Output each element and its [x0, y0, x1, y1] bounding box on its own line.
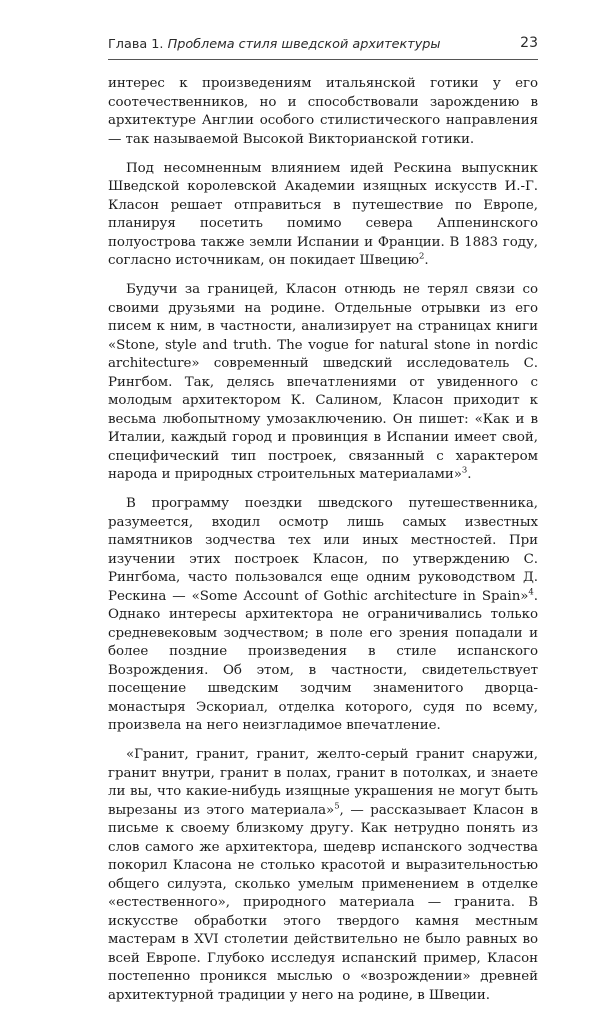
footnote-marker: 3 [461, 465, 468, 476]
paragraph-p5 [108, 746, 538, 1005]
page-number: 23 [520, 35, 538, 51]
footnote-marker: 4 [528, 587, 534, 598]
paragraph-text: «Гранит, гранит, гранит, желто-серый гранит снаружи, гранит внутри, гранит в полах, гранит в потолках, и знаете ли вы, что какие-нибудь изящные украшения не могут быть вырезаны из этого материала» [108, 747, 538, 818]
paragraph-p2 [108, 160, 538, 271]
footnote-marker: 5 [334, 801, 340, 812]
paragraph-text: Под несомненным влиянием идей Рескина выпускник Шведской королевской Академии изящных искусств И.-Г. Класон решает отправиться в путешествие по Европе, планируя посетить помимо севера Аппенинского полуострова также земли Испании и Франции. В 1883 году, согласно источникам, он покидает Швецию [108, 160, 538, 268]
paragraph-text: интерес к произведениям итальянской готики у его соотечественников, но и способствовали зарождению в архитектуре Англии особого стилистического направления — так называемой Высокой Викторианской готики. [108, 76, 538, 147]
paragraph-text: Будучи за границей, Класон отнюдь не терял связи со своими друзьями на родине. Отдельные отрывки из его писем к ним, в частности, анализирует на страницах книги «Stone, style and truth. The vogue for natural stone in nordic architecture» современный шведский исследователь С. Рингбом. Так, делясь впечатлениями от увиденного с молодым архитектором К. Салином, Класон приходит к весьма любопытному умозаключению. Он пишет: «Как и в Италии, каждый город и провинция в Испании имеет свой, специфический тип построек, связанный с характером народа и природных строительных материалами» [108, 282, 538, 482]
chapter-label: Глава 1. [108, 37, 164, 52]
running-header [108, 33, 538, 59]
paragraph-text: В программу поездки шведского путешественника, разумеется, входил осмотр лишь самых известных памятников зодчества тех или иных местностей. При изучении этих построек Класон, по утверждению С. Рингбома, часто пользовался еще одним руководством Д. Рескина — «Some Account of Gothic architecture in Spain» [108, 496, 538, 604]
paragraph-text: , — рассказывает Класон в письме к своему близкому другу. Как нетрудно понять из слов самого же архитектора, шедевр испанского зодчества покорил Класона не столько красотой и выразительностью общего силуэта, сколько умелым применением в отделке «естественного», природного материала — гранита. В искусстве обработки этого твердого камня местным мастерам в XVI столетии действительно не было равных во всей Европе. Глубоко исследуя испанский пример, Класон постепенно проникся мыслью о «возрождении» древней архитектурной традиции у него на родине, в Швеции. [108, 802, 538, 1003]
paragraph-text: . [467, 467, 472, 482]
paragraph-p1 [108, 75, 538, 149]
header-rule [108, 59, 538, 60]
paragraph-p3 [108, 281, 538, 485]
paragraph-text: . [424, 253, 429, 268]
footnote-marker: 2 [419, 251, 425, 262]
chapter-topic: Проблема стиля шведской архитектуры [167, 37, 441, 52]
body-text [108, 75, 538, 1016]
running-title [108, 37, 441, 52]
paragraph-p4 [108, 495, 538, 736]
paragraph-text: . Однако интересы архитектора не ограничивались только средневековым зодчеством; в поле его зрения попадали и более поздние произведения в стиле испанского Возрождения. Об этом, в частности, свидетельствует посещение шведским зодчим знаменитого дворца-монастыря Эскориал, отделка которого, судя по всему, произвела на него неизгладимое впечатление. [108, 588, 538, 733]
